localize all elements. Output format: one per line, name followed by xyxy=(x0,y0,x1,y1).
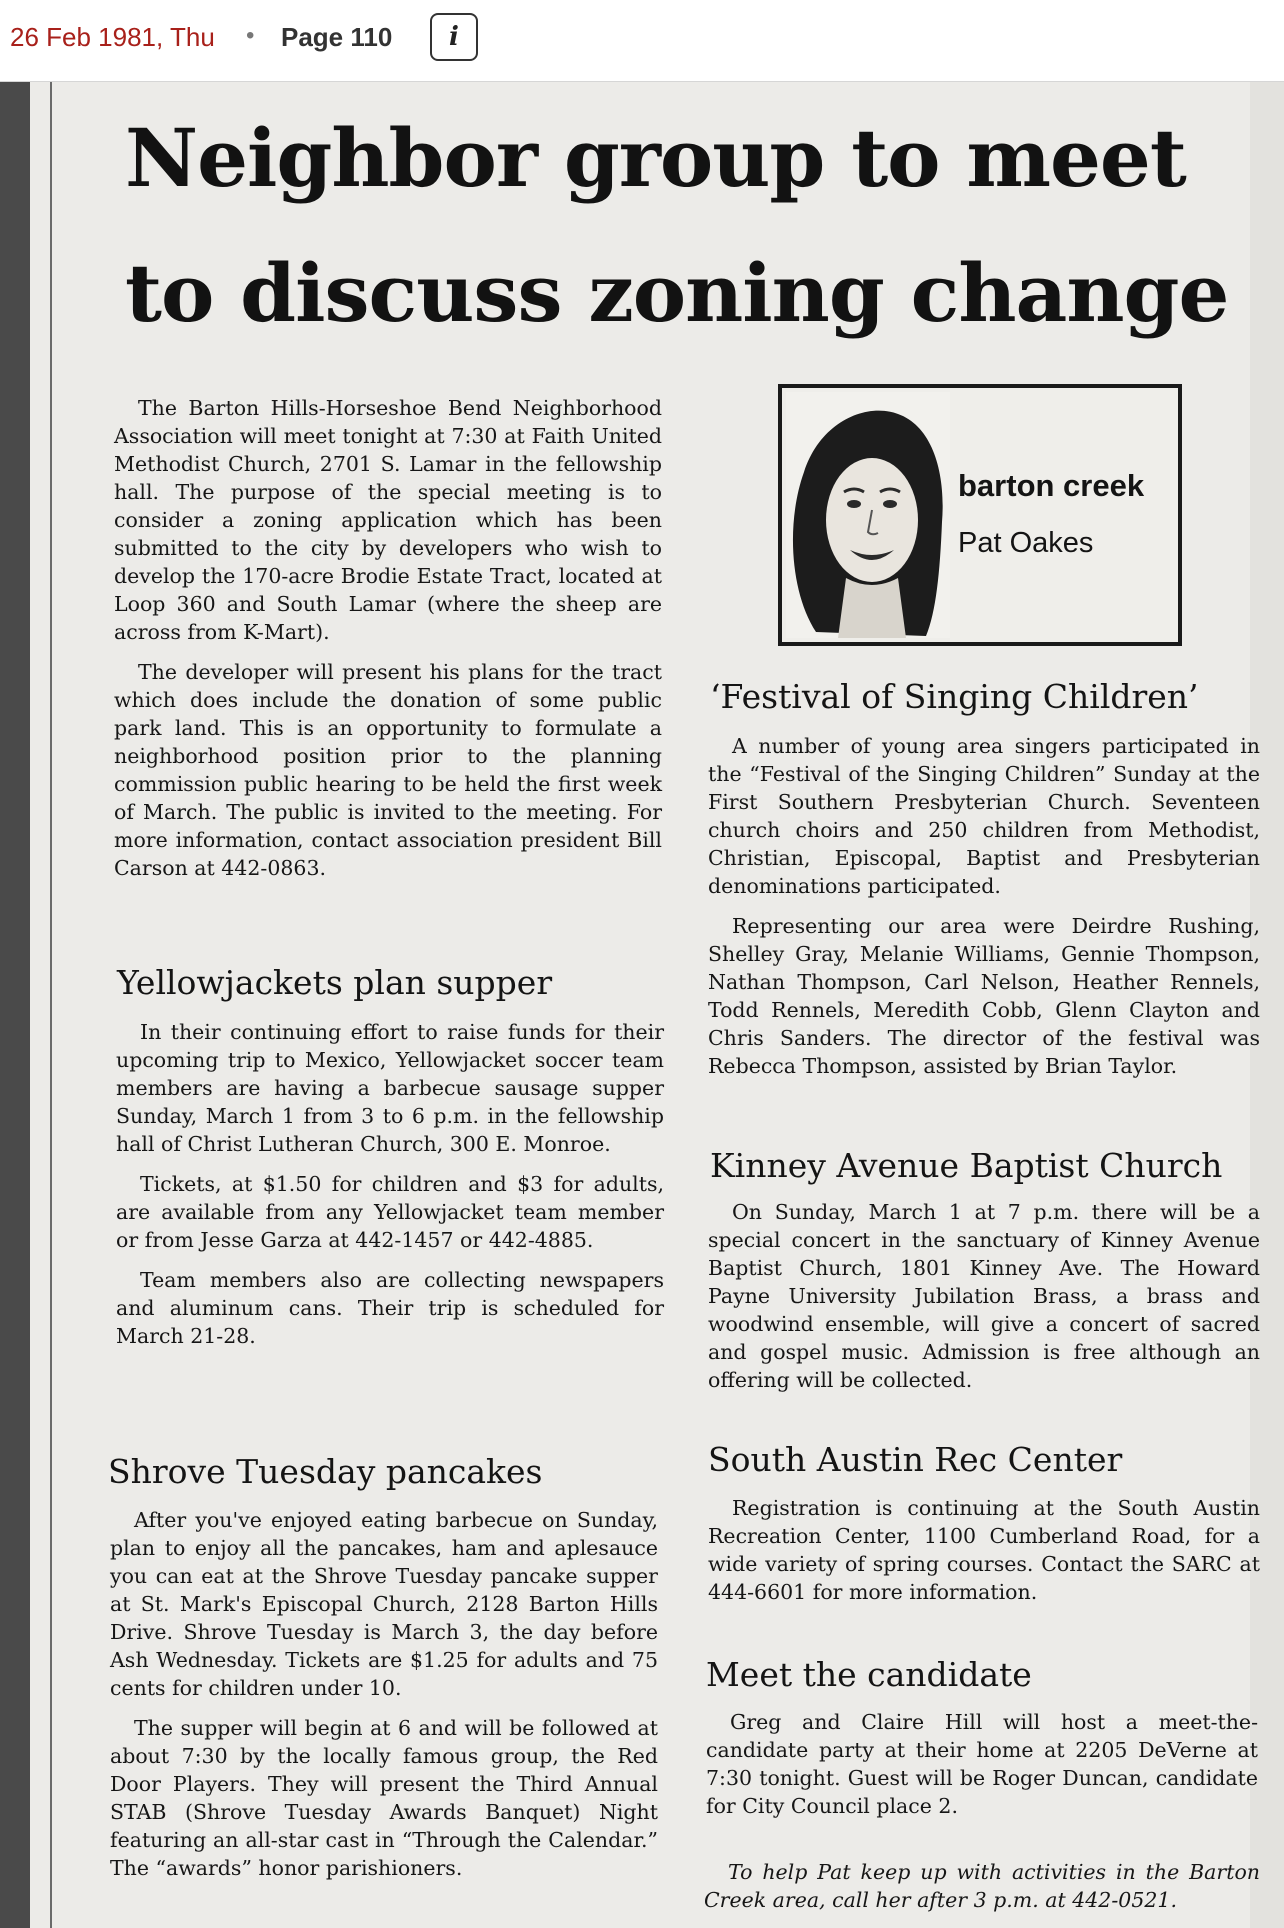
page-number: Page 110 xyxy=(281,22,393,52)
kinney-text xyxy=(708,1198,1260,1406)
festival-text xyxy=(708,732,1260,1092)
intro-paragraph: The developer will present his plans for the tract which does include the donation of some public park land. This is an opportunity to formulate a neighborhood position prior to the planning commission public hearing to be held the first week of March. The public is invited to the meeting. For more information, contact association president Bill Carson at 442-0863. xyxy=(114,660,662,880)
contact-note-text: To help Pat keep up with activities in the Barton Creek area, call her after 3 p.m. at 442-0521. xyxy=(704,1860,1260,1912)
headline-line-2: to discuss zoning change xyxy=(125,246,1229,340)
issue-date: 26 Feb 1981, Thu xyxy=(10,22,215,52)
info-button[interactable]: i xyxy=(430,13,478,61)
candidate-heading: Meet the candidate xyxy=(706,1655,1032,1694)
viewer-edge xyxy=(0,82,30,1928)
page-toolbar xyxy=(0,0,1284,82)
candidate-text xyxy=(706,1708,1258,1832)
candidate-paragraph: Greg and Claire Hill will host a meet-the-candidate party at their home at 2205 DeVerne at 7:30 tonight. Guest will be Roger Duncan, candidate for City Council place 2. xyxy=(706,1710,1258,1818)
column-author: Pat Oakes xyxy=(958,527,1094,559)
rec-center-text xyxy=(708,1494,1260,1618)
festival-paragraph: Representing our area were Deirdre Rushing, Shelley Gray, Melanie Williams, Gennie Thompson, Nathan Thompson, Carl Nelson, Heather Rennels, Todd Rennels, Meredith Cobb, Glenn Clayton and Chris Sanders. The director of the festival was Rebecca Thompson, assisted by Brian Taylor. xyxy=(708,914,1260,1078)
festival-heading: ‘Festival of Singing Children’ xyxy=(710,677,1199,716)
shrove-paragraph: The supper will begin at 6 and will be followed at about 7:30 by the locally famous group, the Red Door Players. They will present the Third Annual STAB (Shrove Tuesday Awards Banquet) Night featuring an all-star cast in “Through the Calendar.” The “awards” honor parishioners. xyxy=(110,1716,658,1880)
yellowjackets-paragraph: Tickets, at $1.50 for children and $3 for adults, are available from any Yellowjacket team member or from Jesse Garza at 442-1457 or 442-4885. xyxy=(116,1172,664,1252)
headline-line-1: Neighbor group to meet xyxy=(125,111,1186,205)
kinney-heading: Kinney Avenue Baptist Church xyxy=(710,1146,1223,1185)
shrove-paragraph: After you've enjoyed eating barbecue on Sunday, plan to enjoy all the pancakes, ham and aplesauce you can eat at the Shrove Tuesday pancake supper at St. Mark's Episcopal Church, 2128 Barton Hills Drive. Shrove Tuesday is March 3, the day before Ash Wednesday. Tickets are $1.25 for adults and 75 cents for children under 10. xyxy=(110,1508,658,1700)
rec-center-heading: South Austin Rec Center xyxy=(708,1440,1123,1479)
yellowjackets-paragraph: In their continuing effort to raise funds for their upcoming trip to Mexico, Yellowjacket soccer team members are having a barbecue sausage supper Sunday, March 1 from 3 to 6 p.m. in the fellowship hall of Christ Lutheran Church, 300 E. Monroe. xyxy=(116,1020,664,1156)
column-rule xyxy=(50,82,52,1928)
contact-note xyxy=(704,1858,1260,1914)
separator-dot: • xyxy=(246,22,255,49)
festival-paragraph: A number of young area singers participated in the “Festival of the Singing Children” Sunday at the First Southern Presbyterian Church. Seventeen church choirs and 250 children from Methodist, Christian, Episcopal, Baptist and Presbyterian denominations participated. xyxy=(708,734,1260,898)
author-portrait xyxy=(786,392,950,638)
rec-center-paragraph: Registration is continuing at the South Austin Recreation Center, 1100 Cumberland Road, for a wide variety of spring courses. Contact the SARC at 444-6601 for more information. xyxy=(708,1496,1260,1604)
shrove-heading: Shrove Tuesday pancakes xyxy=(108,1452,543,1491)
intro-paragraph: The Barton Hills-Horseshoe Bend Neighborhood Association will meet tonight at 7:30 at Faith United Methodist Church, 2701 S. Lamar in the fellowship hall. The purpose of the special meeting is to consider a zoning application which has been submitted to the city by developers who wish to develop the 170-acre Brodie Estate Tract, located at Loop 360 and South Lamar (where the sheep are across from K-Mart). xyxy=(114,396,662,644)
kinney-paragraph: On Sunday, March 1 at 7 p.m. there will be a special concert in the sanctuary of Kinney Avenue Baptist Church, 1801 Kinney Ave. The Howard Payne University Jubilation Brass, a brass and woodwind ensemble, will give a concert of sacred and gospel music. Admission is free although an offering will be collected. xyxy=(708,1200,1260,1392)
column-photo-box xyxy=(778,384,1182,646)
yellowjackets-paragraph: Team members also are collecting newspapers and aluminum cans. Their trip is scheduled for March 21-28. xyxy=(116,1268,664,1348)
yellowjackets-heading: Yellowjackets plan supper xyxy=(117,963,553,1002)
yellowjackets-text xyxy=(116,1018,664,1362)
intro-text xyxy=(114,394,662,894)
shrove-text xyxy=(110,1506,658,1894)
column-name: barton creek xyxy=(958,468,1145,503)
